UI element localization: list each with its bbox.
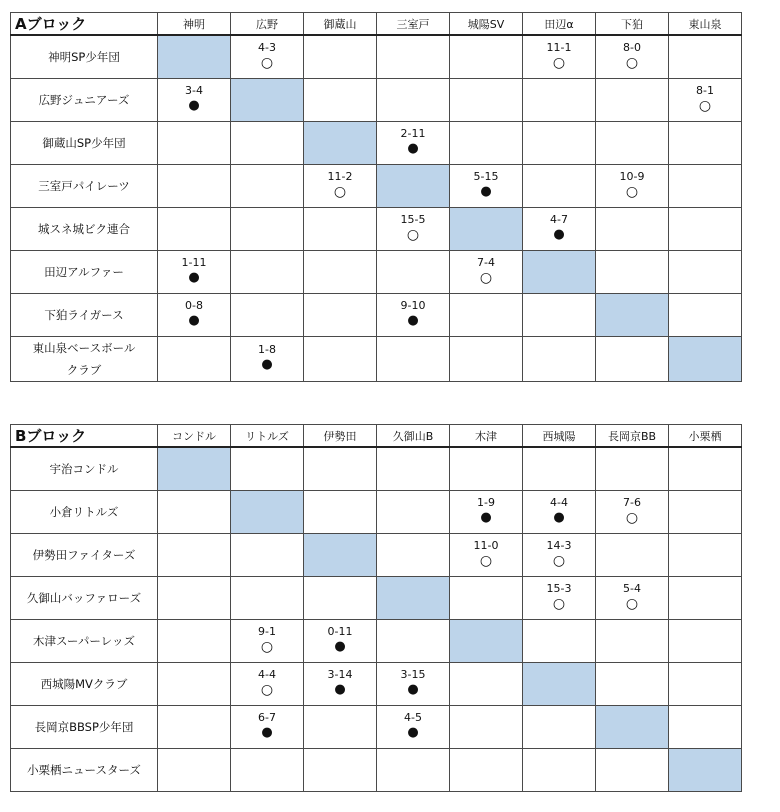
score-text: 3-15 <box>400 668 426 681</box>
win-mark: ○ <box>698 98 712 114</box>
result-cell <box>669 78 742 121</box>
score-text: 11-2 <box>327 170 353 183</box>
result-cell <box>158 619 231 662</box>
block-a-team-row <box>11 35 742 78</box>
self-match-cell <box>669 748 742 791</box>
team-name-line: 宇治コンドル <box>49 461 119 476</box>
self-match-cell <box>450 207 523 250</box>
result-cell <box>523 35 596 78</box>
result <box>450 256 522 287</box>
block-a-team-name <box>11 336 158 381</box>
result <box>450 170 522 201</box>
result-cell <box>231 336 304 381</box>
result-cell <box>377 250 450 293</box>
result-cell <box>377 78 450 121</box>
result-cell <box>669 533 742 576</box>
result-cell <box>158 78 231 121</box>
result <box>523 496 595 527</box>
result-cell <box>231 207 304 250</box>
block-b-column-header: 小栗栖 <box>669 425 742 448</box>
block-a-team-row <box>11 250 742 293</box>
result-cell <box>377 35 450 78</box>
team-name-line: 神明SP少年団 <box>48 49 120 64</box>
score-text: 4-4 <box>258 668 276 681</box>
result-cell <box>231 121 304 164</box>
block-b-team-row <box>11 447 742 490</box>
block-a-title: Aブロック <box>11 13 158 36</box>
result <box>231 668 303 699</box>
win-mark: ○ <box>479 553 493 569</box>
result-cell <box>523 78 596 121</box>
result-cell <box>377 662 450 705</box>
block-a-team-row <box>11 293 742 336</box>
team-name-line: 木津スーパーレッズ <box>32 633 135 648</box>
block-b-team-row <box>11 490 742 533</box>
block-b-team-row <box>11 705 742 748</box>
result-cell <box>596 35 669 78</box>
block-b-header-row <box>11 425 742 448</box>
result-cell <box>231 293 304 336</box>
block-a-team-row <box>11 164 742 207</box>
loss-mark: ● <box>407 682 419 697</box>
result-cell <box>231 250 304 293</box>
score-text: 11-1 <box>546 41 572 55</box>
result <box>523 539 595 570</box>
score-text: 5-15 <box>473 170 499 183</box>
result-cell <box>596 336 669 381</box>
result <box>377 668 449 699</box>
score-text: 3-4 <box>185 84 203 97</box>
block-b-team-row <box>11 576 742 619</box>
result-cell <box>669 121 742 164</box>
result-cell <box>596 250 669 293</box>
win-mark: ○ <box>260 639 274 655</box>
result-cell <box>669 576 742 619</box>
result-cell <box>596 78 669 121</box>
block-b-team-row <box>11 533 742 576</box>
block-b-team-name <box>11 533 158 576</box>
score-text: 10-9 <box>619 170 645 183</box>
score-text: 15-5 <box>400 213 426 226</box>
team-name-line: 三室戸パイレーツ <box>38 178 130 193</box>
block-b-column-header: 久御山B <box>377 425 450 448</box>
block-a-team-name <box>11 164 158 207</box>
result-cell <box>231 748 304 791</box>
block-a-team-row <box>11 121 742 164</box>
result <box>158 84 230 115</box>
team-name-line: 小栗栖ニュースターズ <box>27 762 141 777</box>
result-cell <box>377 490 450 533</box>
block-b-column-header: 伊勢田 <box>304 425 377 448</box>
result-cell <box>158 748 231 791</box>
result-cell <box>304 748 377 791</box>
result-cell <box>450 250 523 293</box>
score-text: 9-1 <box>258 625 276 638</box>
result <box>304 625 376 656</box>
self-match-cell <box>377 576 450 619</box>
result <box>523 41 595 72</box>
team-name-line: 伊勢田ファイターズ <box>32 547 136 562</box>
result <box>450 539 522 570</box>
win-mark: ○ <box>333 184 347 200</box>
result <box>304 668 376 699</box>
team-name-line: 東山泉ベースボール <box>32 340 136 355</box>
result-cell <box>669 250 742 293</box>
block-a-column-header: 御蔵山 <box>304 13 377 36</box>
result-cell <box>377 207 450 250</box>
self-match-cell <box>158 35 231 78</box>
block-a-team-name <box>11 121 158 164</box>
result-cell <box>304 619 377 662</box>
loss-mark: ● <box>407 725 419 740</box>
self-match-cell <box>304 533 377 576</box>
block-b-column-header: コンドル <box>158 425 231 448</box>
block-b-column-header: 木津 <box>450 425 523 448</box>
result-cell <box>304 490 377 533</box>
team-name-line: 西城陽MVクラブ <box>40 676 128 691</box>
block-a-column-header: 神明 <box>158 13 231 36</box>
result-cell <box>596 533 669 576</box>
result-cell <box>158 576 231 619</box>
score-text: 4-7 <box>550 213 568 226</box>
loss-mark: ● <box>261 357 273 372</box>
team-name-line: 久御山バッファローズ <box>26 590 142 605</box>
result-cell <box>304 576 377 619</box>
block-b-team-name <box>11 619 158 662</box>
block-b-column-header: リトルズ <box>231 425 304 448</box>
result-cell <box>158 207 231 250</box>
result-cell <box>669 207 742 250</box>
win-mark: ○ <box>552 55 566 72</box>
score-text: 11-0 <box>473 539 499 552</box>
score-text: 1-9 <box>477 496 495 509</box>
result-cell <box>450 748 523 791</box>
self-match-cell <box>377 164 450 207</box>
result-cell <box>596 662 669 705</box>
result <box>304 170 376 201</box>
team-name-line: 小倉リトルズ <box>49 504 119 519</box>
result-cell <box>450 164 523 207</box>
block-a-team-name <box>11 250 158 293</box>
result-cell <box>596 121 669 164</box>
result <box>596 582 668 613</box>
block-a-column-header: 東山泉 <box>669 13 742 36</box>
result-cell <box>377 619 450 662</box>
result-cell <box>523 447 596 490</box>
block-b-team-name <box>11 662 158 705</box>
self-match-cell <box>304 121 377 164</box>
result <box>231 711 303 742</box>
result-cell <box>304 78 377 121</box>
block-a-header-row <box>11 13 742 36</box>
result-cell <box>523 207 596 250</box>
result-cell <box>377 293 450 336</box>
self-match-cell <box>523 662 596 705</box>
result-cell <box>596 490 669 533</box>
block-b-team-row <box>11 619 742 662</box>
loss-mark: ● <box>188 270 200 285</box>
result-cell <box>669 293 742 336</box>
loss-mark: ● <box>407 313 419 328</box>
block-b-team-name <box>11 447 158 490</box>
result-cell <box>231 164 304 207</box>
result-cell <box>596 207 669 250</box>
result-cell <box>377 748 450 791</box>
score-text: 7-6 <box>623 496 641 509</box>
result-cell <box>304 705 377 748</box>
result-cell <box>377 705 450 748</box>
result-cell <box>450 293 523 336</box>
score-text: 5-4 <box>623 582 641 595</box>
score-text: 0-11 <box>327 625 353 638</box>
result-cell <box>450 705 523 748</box>
block-a-column-header: 下狛 <box>596 13 669 36</box>
score-text: 9-10 <box>400 299 426 312</box>
block-b-team-name <box>11 705 158 748</box>
result-cell <box>669 662 742 705</box>
result-cell <box>231 705 304 748</box>
result-cell <box>596 164 669 207</box>
loss-mark: ● <box>553 510 565 525</box>
win-mark: ○ <box>625 55 639 72</box>
score-text: 4-4 <box>550 496 568 509</box>
team-name-line: クラブ <box>66 362 102 377</box>
block-b-team-name <box>11 576 158 619</box>
result-cell <box>523 748 596 791</box>
result-cell <box>669 447 742 490</box>
result-cell <box>158 121 231 164</box>
score-text: 0-8 <box>185 299 203 312</box>
self-match-cell <box>523 250 596 293</box>
score-text: 7-4 <box>477 256 495 269</box>
self-match-cell <box>231 490 304 533</box>
win-mark: ○ <box>479 270 493 286</box>
result-cell <box>231 662 304 705</box>
result-cell <box>523 490 596 533</box>
result-cell <box>158 490 231 533</box>
result-cell <box>669 705 742 748</box>
block-a-team-name <box>11 78 158 121</box>
result-cell <box>669 490 742 533</box>
result-cell <box>158 164 231 207</box>
score-text: 8-1 <box>696 84 714 97</box>
loss-mark: ● <box>188 313 200 328</box>
loss-mark: ● <box>261 725 273 740</box>
block-a-team-row <box>11 78 742 121</box>
result-cell <box>158 662 231 705</box>
team-name-line: 下狛ライガース <box>44 307 124 322</box>
result <box>377 299 449 330</box>
win-mark: ○ <box>625 596 639 612</box>
result-cell <box>377 121 450 164</box>
loss-mark: ● <box>480 510 492 525</box>
block-a-table <box>10 12 742 382</box>
score-text: 15-3 <box>546 582 572 595</box>
result-cell <box>231 35 304 78</box>
result-cell <box>377 447 450 490</box>
result-cell <box>304 250 377 293</box>
result-cell <box>304 336 377 381</box>
score-text: 1-11 <box>181 256 207 269</box>
win-mark: ○ <box>552 553 566 569</box>
result <box>669 84 741 115</box>
block-a-column-header: 田辺α <box>523 13 596 36</box>
result-cell <box>669 35 742 78</box>
result <box>377 213 449 244</box>
result <box>158 299 230 330</box>
result-cell <box>304 164 377 207</box>
block-b-column-header: 長岡京BB <box>596 425 669 448</box>
block-a-column-header: 三室戸 <box>377 13 450 36</box>
block-b-table <box>10 424 742 792</box>
result-cell <box>158 336 231 381</box>
team-name-line: 長岡京BBSP少年団 <box>34 719 134 734</box>
result-cell <box>231 576 304 619</box>
score-text: 4-3 <box>258 41 276 55</box>
loss-mark: ● <box>480 184 492 199</box>
result <box>231 625 303 656</box>
result-cell <box>450 490 523 533</box>
result-cell <box>450 78 523 121</box>
result-cell <box>450 121 523 164</box>
result-cell <box>450 533 523 576</box>
result-cell <box>523 336 596 381</box>
team-name-line: 広野ジュニアーズ <box>38 92 130 107</box>
result-cell <box>596 576 669 619</box>
block-b-team-name <box>11 748 158 791</box>
result-cell <box>523 121 596 164</box>
block-b-team-name <box>11 490 158 533</box>
result-cell <box>304 447 377 490</box>
team-name-line: 田辺アルファー <box>44 264 124 279</box>
result-cell <box>304 293 377 336</box>
result-cell <box>377 336 450 381</box>
result-cell <box>523 164 596 207</box>
loss-mark: ● <box>188 98 200 113</box>
win-mark: ○ <box>260 682 274 698</box>
result-cell <box>669 619 742 662</box>
self-match-cell <box>596 705 669 748</box>
win-mark: ○ <box>625 510 639 526</box>
block-a-column-header: 城陽SV <box>450 13 523 36</box>
block-a-column-header: 広野 <box>231 13 304 36</box>
result <box>377 127 449 158</box>
result-cell <box>596 619 669 662</box>
result-cell <box>450 662 523 705</box>
result-cell <box>450 336 523 381</box>
result-cell <box>304 35 377 78</box>
self-match-cell <box>450 619 523 662</box>
self-match-cell <box>596 293 669 336</box>
result-cell <box>450 447 523 490</box>
win-mark: ○ <box>406 227 420 243</box>
result-cell <box>523 576 596 619</box>
block-b-team-row <box>11 748 742 791</box>
block-b-title: Bブロック <box>11 425 158 448</box>
score-text: 3-14 <box>327 668 353 681</box>
result-cell <box>158 533 231 576</box>
block-a-team-name <box>11 293 158 336</box>
result-cell <box>523 293 596 336</box>
self-match-cell <box>231 78 304 121</box>
score-text: 4-5 <box>404 711 422 724</box>
loss-mark: ● <box>407 141 419 156</box>
result-cell <box>669 164 742 207</box>
score-text: 14-3 <box>546 539 572 552</box>
result-cell <box>450 35 523 78</box>
result <box>596 41 668 72</box>
result-cell <box>231 619 304 662</box>
result-cell <box>377 533 450 576</box>
result-cell <box>523 705 596 748</box>
loss-mark: ● <box>334 682 346 697</box>
result-cell <box>450 576 523 619</box>
result <box>158 256 230 287</box>
block-b-team-row <box>11 662 742 705</box>
result <box>523 213 595 244</box>
result-cell <box>231 447 304 490</box>
loss-mark: ● <box>334 639 346 654</box>
win-mark: ○ <box>552 596 566 612</box>
win-mark: ○ <box>625 184 639 200</box>
result-cell <box>304 662 377 705</box>
result-cell <box>158 705 231 748</box>
result <box>596 496 668 527</box>
self-match-cell <box>158 447 231 490</box>
team-name-line: 御蔵山SP少年団 <box>42 135 126 150</box>
block-a-team-name <box>11 207 158 250</box>
result-cell <box>596 447 669 490</box>
self-match-cell <box>669 336 742 381</box>
block-a-team-row <box>11 207 742 250</box>
score-text: 8-0 <box>623 41 641 55</box>
result <box>450 496 522 527</box>
result <box>596 170 668 201</box>
block-a-team-name <box>11 35 158 78</box>
result-cell <box>158 293 231 336</box>
team-name-line: 城スネ城ビク連合 <box>38 221 130 236</box>
result-cell <box>523 619 596 662</box>
score-text: 2-11 <box>400 127 426 140</box>
result <box>523 582 595 613</box>
score-text: 1-8 <box>258 343 276 356</box>
result-cell <box>158 250 231 293</box>
result-cell <box>523 533 596 576</box>
result <box>231 41 303 72</box>
block-a-team-row <box>11 336 742 381</box>
loss-mark: ● <box>553 227 565 242</box>
result-cell <box>304 207 377 250</box>
win-mark: ○ <box>260 55 274 72</box>
result-cell <box>596 748 669 791</box>
result-cell <box>231 533 304 576</box>
block-b-column-header: 西城陽 <box>523 425 596 448</box>
score-text: 6-7 <box>258 711 276 724</box>
result <box>231 343 303 374</box>
result <box>377 711 449 742</box>
